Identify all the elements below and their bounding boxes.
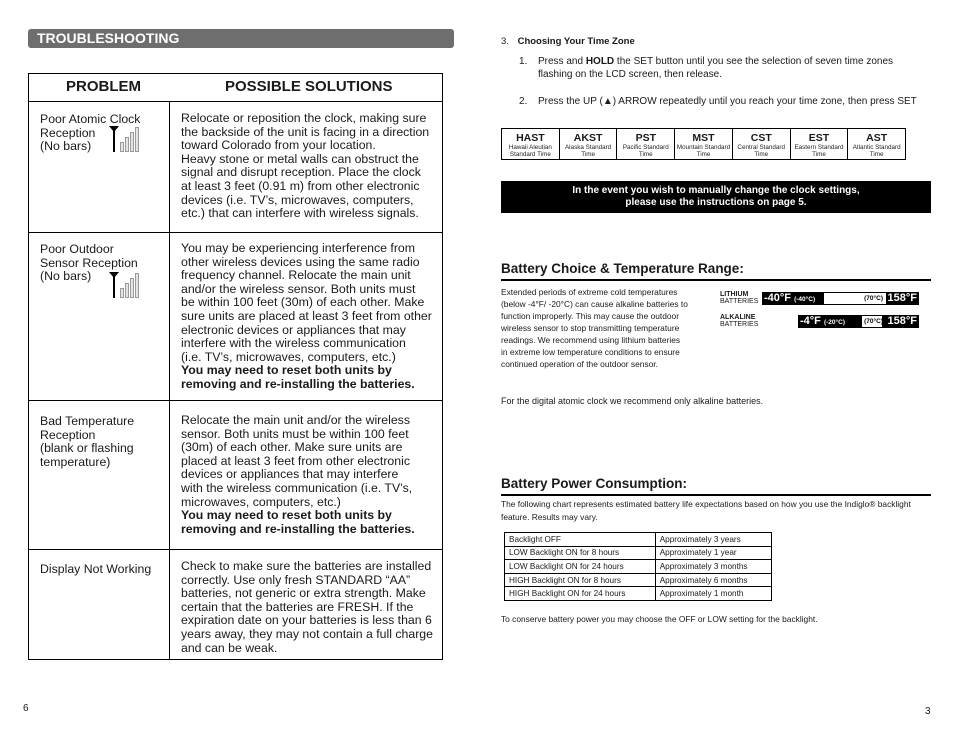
- signal-bars-icon: [109, 126, 139, 152]
- step-title: Choosing Your Time Zone: [517, 36, 635, 47]
- time-zone-cell: [848, 129, 905, 159]
- power-consumption-title: Battery Power Consumption:: [501, 476, 688, 491]
- solution-line: electronic devices or appliances that may: [181, 322, 406, 337]
- solution-bold-line: removing and re-installing the batteries.: [181, 521, 415, 536]
- time-zone-table: [501, 128, 906, 160]
- time-zone-cell: [502, 129, 560, 159]
- step-number: 2.: [519, 96, 528, 107]
- solution-line: at least 3 feet (0.91 m) from other electronic: [181, 178, 420, 193]
- troubleshooting-table: [28, 73, 443, 660]
- duration-cell: Approximately 3 months: [655, 560, 771, 574]
- problem-line: (blank or flashing: [40, 441, 134, 456]
- low-temperature: [800, 315, 845, 329]
- step-1-text: [538, 56, 928, 81]
- table-row: [505, 546, 772, 560]
- label-line: BATTERIES: [720, 321, 759, 328]
- table-row: [505, 587, 772, 601]
- low-c: (-20°C): [823, 318, 845, 326]
- time-zone-name: Standard Time: [509, 151, 551, 158]
- solution-line: and/or the wireless sensor. Both units must: [181, 281, 416, 296]
- solution-bold-line: You may need to reset both units by: [181, 508, 392, 523]
- solution-line: Relocate or reposition the clock, making sure: [181, 111, 427, 125]
- text-run: Press and: [538, 56, 586, 67]
- page-number-left: 6: [23, 703, 29, 714]
- solution-line: devices (i.e. TV’s, microwaves, computers,: [181, 192, 414, 207]
- section-rule: [501, 279, 931, 281]
- notice-line: In the event you wish to manually change the clock settings,: [572, 185, 860, 196]
- label-line: ALKALINE: [720, 313, 756, 321]
- solution-line: toward Colorado from your location.: [181, 138, 376, 153]
- problem-line: Reception: [40, 125, 96, 140]
- solution-line: be within 100 feet (30m) of each other. Make: [181, 295, 425, 310]
- time-zone-code: AKST: [573, 132, 603, 144]
- label-line: BATTERIES: [720, 298, 759, 305]
- low-f: -4°F: [800, 314, 821, 327]
- solution-bold-line: removing and re-installing the batteries.: [181, 376, 415, 391]
- battery-life-table: [504, 532, 772, 601]
- section-rule: [501, 494, 931, 496]
- time-zone-code: PST: [635, 132, 656, 144]
- time-zone-name: Time: [812, 151, 826, 158]
- time-zone-name: Eastern Standard: [794, 144, 844, 151]
- solution-line: years away, they may not contain a full charge: [181, 626, 433, 641]
- temperature-range-bar: [762, 292, 919, 305]
- time-zone-cell: [733, 129, 791, 159]
- step-2-text: [538, 96, 938, 109]
- problem-line: Bad Temperature: [40, 414, 135, 428]
- text-line: readings. We recommend using lithium batteries: [501, 335, 681, 345]
- time-zone-code: EST: [808, 132, 830, 144]
- column-header-solutions: POSSIBLE SOLUTIONS: [225, 78, 393, 95]
- solution-line: placed at least 3 feet from other electronic: [181, 453, 410, 468]
- text-line: (below -4°F/ -20°C) can cause alkaline batteries to: [501, 299, 688, 309]
- problem-cell: [40, 563, 151, 577]
- time-zone-name: Atlantic Standard: [852, 144, 901, 151]
- step-2: [519, 96, 527, 109]
- problem-line: temperature): [40, 454, 111, 469]
- time-zone-name: Time: [638, 151, 653, 158]
- problem-line: Poor Atomic Clock: [40, 112, 141, 126]
- solution-line: the backside of the unit is facing in a direction: [181, 124, 430, 139]
- solution-line: (30m) of each other. Make sure units are: [181, 440, 403, 455]
- step-number: 3.: [501, 36, 509, 47]
- setting-cell: HIGH Backlight ON for 24 hours: [505, 587, 656, 601]
- signal-bars-icon: [109, 272, 139, 298]
- text-run: Press the UP (: [538, 96, 603, 107]
- text-line: continued operation of the outdoor sensor.: [501, 359, 658, 369]
- problem-line: Display Not Working: [40, 562, 152, 576]
- manual-settings-notice: [501, 181, 931, 213]
- battery-type-label: [720, 291, 762, 306]
- problem-line: Sensor Reception: [40, 255, 138, 270]
- row-divider: [29, 549, 442, 550]
- problem-line: (No bars): [40, 139, 92, 154]
- time-zone-name: Hawaii Aleutian: [508, 144, 552, 151]
- page-number-right: 3: [925, 706, 931, 717]
- text-line: wireless sensor to stop transmitting temperature: [501, 323, 680, 333]
- duration-cell: Approximately 1 month: [655, 587, 771, 601]
- problem-line: Poor Outdoor: [40, 242, 114, 256]
- solution-line: batteries, not generic or extra strength. Make: [181, 586, 426, 601]
- time-zone-name: Time: [696, 151, 711, 158]
- problem-line: Reception: [40, 427, 96, 442]
- high-c: (70°C): [864, 294, 883, 302]
- solution-cell: [181, 414, 437, 536]
- text-line: function improperly. This may cause the outdoor: [501, 311, 679, 321]
- solution-line: with the wireless communication (i.e. TV’s,: [181, 480, 413, 495]
- text-line: flashing on the LCD screen, then release.: [538, 68, 722, 80]
- problem-line: (No bars): [40, 269, 92, 284]
- step-1: [519, 56, 527, 69]
- alkaline-temperature-range: [720, 314, 919, 328]
- solution-cell: [181, 112, 437, 221]
- solution-cell: [181, 242, 437, 392]
- text-line: feature. Results may vary.: [501, 511, 598, 522]
- solution-line: other wireless devices using the same radio: [181, 254, 420, 269]
- solution-line: and can be weak.: [181, 640, 278, 655]
- lithium-temperature-range: [720, 291, 919, 305]
- text-line: Extended periods of extreme cold temperatures: [501, 287, 678, 297]
- setting-cell: Backlight OFF: [505, 533, 656, 547]
- low-c: (-40°C): [794, 295, 816, 303]
- time-zone-code: AST: [866, 132, 888, 144]
- solution-line: expiration date on your batteries is less than 6: [181, 613, 432, 628]
- time-zone-cell: [617, 129, 675, 159]
- battery-choice-title: Battery Choice & Temperature Range:: [501, 261, 744, 276]
- section-title-troubleshooting: TROUBLESHOOTING: [28, 29, 454, 48]
- solution-line: sure units are placed at least 3 feet from other: [181, 308, 432, 323]
- solution-line: frequency channel. Relocate the main unit: [181, 268, 411, 283]
- time-zone-code: CST: [750, 132, 772, 144]
- setting-cell: LOW Backlight ON for 8 hours: [505, 546, 656, 560]
- solution-line: sensor. Both units must be within 100 feet: [181, 426, 409, 441]
- setting-cell: LOW Backlight ON for 24 hours: [505, 560, 656, 574]
- solution-line: You may be experiencing interference from: [181, 241, 416, 255]
- high-temperature: 158°F: [887, 291, 917, 304]
- low-f: -40°F: [764, 291, 792, 304]
- time-zone-name: Central Standard: [737, 144, 786, 151]
- time-zone-cell: [791, 129, 849, 159]
- solution-line: correctly. Use only fresh STANDARD “AA”: [181, 572, 411, 587]
- up-arrow-icon: ▲: [602, 96, 613, 107]
- time-zone-name: Time: [869, 151, 884, 158]
- solution-cell: [181, 560, 437, 655]
- duration-cell: Approximately 3 years: [655, 533, 771, 547]
- table-row: [505, 533, 772, 547]
- low-temperature: [764, 292, 815, 306]
- duration-cell: Approximately 6 months: [655, 573, 771, 587]
- column-header-problem: PROBLEM: [66, 78, 141, 95]
- row-divider: [29, 400, 442, 401]
- problem-cell: [40, 415, 134, 469]
- time-zone-name: Time: [581, 151, 595, 158]
- temperature-range-bar: [762, 315, 919, 328]
- text-line: in extreme low temperature conditions to ensure: [501, 347, 680, 357]
- time-zone-name: Alaska Standard: [564, 144, 612, 151]
- table-row: [505, 560, 772, 574]
- time-zone-cell: [560, 129, 618, 159]
- solution-line: Heavy stone or metal walls can obstruct the: [181, 151, 419, 166]
- high-temperature: 158°F: [887, 314, 917, 327]
- setting-cell: HIGH Backlight ON for 8 hours: [505, 573, 656, 587]
- solution-line: etc.) that can interfere with wireless signals.: [181, 206, 419, 221]
- time-zone-name: Pacific Standard: [622, 144, 669, 151]
- time-zone-cell: [675, 129, 733, 159]
- text-line: The following chart represents estimated battery life expectations based on how you use the Indiglo® backlight: [501, 499, 911, 509]
- step-number: 1.: [519, 56, 528, 67]
- solution-line: (i.e. TV’s, microwaves, computers, etc.): [181, 349, 396, 364]
- battery-choice-text: [501, 286, 700, 370]
- duration-cell: Approximately 1 year: [655, 546, 771, 560]
- table-row: [505, 573, 772, 587]
- solution-line: Relocate the main unit and/or the wireless: [181, 413, 410, 427]
- solution-line: signal and disrupt reception. Place the clock: [181, 165, 421, 180]
- solution-line: devices or appliances that may interfere: [181, 467, 399, 482]
- time-zone-name: Mountain Standard: [676, 144, 731, 151]
- step-3-heading: [501, 36, 635, 49]
- time-zone-code: HAST: [516, 132, 545, 144]
- solution-line: interfere with the wireless communication: [181, 336, 406, 351]
- solution-line: microwaves, computers, etc.): [181, 494, 341, 509]
- label-line: LITHIUM: [720, 290, 749, 298]
- alkaline-note: For the digital atomic clock we recommend only alkaline batteries.: [501, 396, 764, 406]
- time-zone-code: MST: [692, 132, 715, 144]
- conserve-note: To conserve battery power you may choose the OFF or LOW setting for the backlight.: [501, 614, 818, 624]
- battery-type-label: [720, 314, 762, 329]
- time-zone-name: Time: [754, 151, 769, 158]
- power-consumption-text: [501, 498, 931, 523]
- notice-line: please use the instructions on page 5.: [625, 196, 807, 208]
- text-run-bold: HOLD: [585, 56, 615, 67]
- solution-line: certain that the batteries are FRESH. If the: [181, 599, 414, 614]
- solution-bold-line: You may need to reset both units by: [181, 363, 392, 378]
- row-divider: [29, 232, 442, 233]
- text-run: ) ARROW repeatedly until you reach your time zone, then press SET: [612, 96, 917, 107]
- column-divider: [169, 101, 170, 660]
- table-header: [29, 74, 442, 102]
- text-run: the SET button until you see the selection of seven time zones: [614, 56, 894, 67]
- solution-line: Check to make sure the batteries are installed: [181, 559, 432, 573]
- high-c: (70°C): [864, 317, 883, 325]
